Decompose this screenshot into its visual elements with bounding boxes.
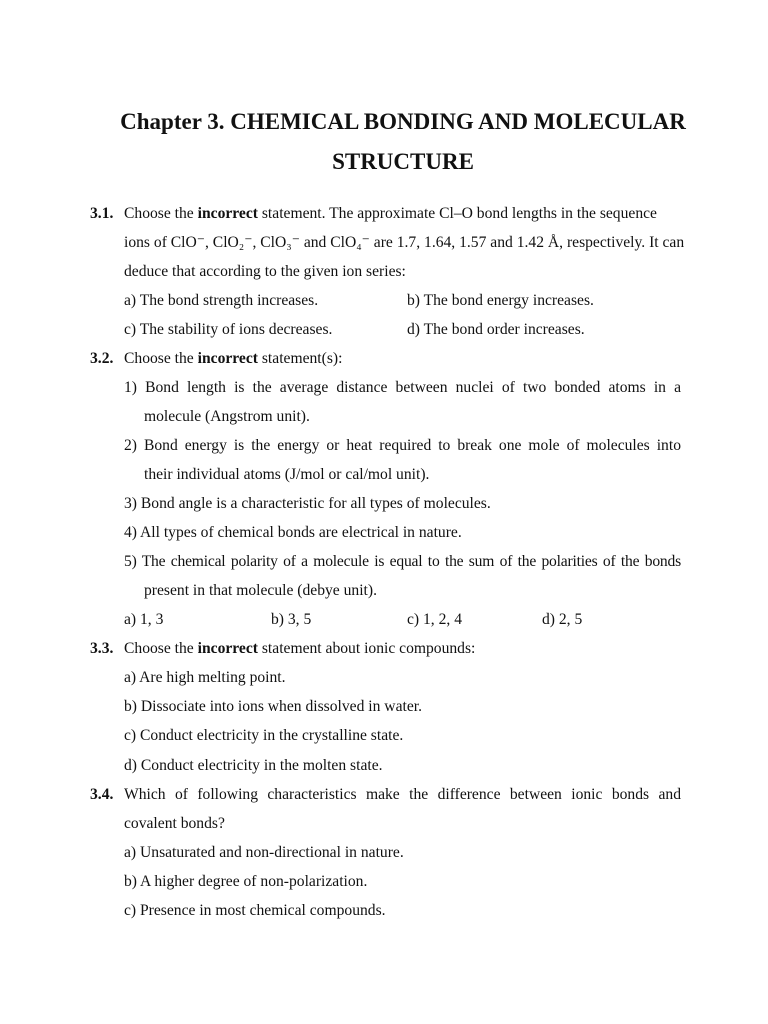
statement-5-cont: present in that molecule (debye unit).: [144, 582, 377, 599]
option-c: c) The stability of ions decreases.: [124, 321, 333, 338]
statement-1: 1) Bond length is the average distance between nuclei of two bonded atoms in a: [124, 379, 681, 396]
question-text: deduce that according to the given ion series:: [124, 263, 406, 280]
question-text: covalent bonds?: [124, 815, 225, 832]
option-b: b) A higher degree of non-polarization.: [124, 873, 368, 890]
question-number: 3.4.: [90, 786, 114, 803]
option-b: b) The bond energy increases.: [407, 292, 594, 309]
option-c: c) Presence in most chemical compounds.: [124, 902, 386, 919]
emphasis-text: incorrect: [197, 350, 258, 367]
question-number: 3.2.: [90, 350, 114, 367]
option-b: b) 3, 5: [271, 611, 312, 628]
option-d: d) 2, 5: [542, 611, 583, 628]
option-d: d) Conduct electricity in the molten state.: [124, 757, 383, 774]
option-d: d) The bond order increases.: [407, 321, 585, 338]
chapter-title-line2: STRUCTURE: [332, 149, 474, 174]
question-text: Which of following characteristics make the difference between ionic bonds and: [124, 786, 681, 803]
option-a: a) Unsaturated and non-directional in nature.: [124, 844, 404, 861]
question-text: Choose the incorrect statement. The approximate Cl–O bond lengths in the sequence: [124, 205, 657, 222]
emphasis-text: incorrect: [197, 205, 258, 222]
question-number: 3.1.: [90, 205, 114, 222]
chapter-title-line1: Chapter 3. CHEMICAL BONDING AND MOLECULAR: [120, 109, 686, 134]
question-text: Choose the incorrect statement about ionic compounds:: [124, 640, 476, 657]
question-text: ions of ClO⁻, ClO₂⁻, ClO₃⁻ and ClO₄⁻ are 1.7, 1.64, 1.57 and 1.42 Å, respectively. It can: [124, 234, 685, 251]
statement-3: 3) Bond angle is a characteristic for all types of molecules.: [124, 495, 491, 512]
option-b: b) Dissociate into ions when dissolved in water.: [124, 698, 422, 715]
statement-2-cont: their individual atoms (J/mol or cal/mol unit).: [144, 466, 430, 483]
option-c: c) Conduct electricity in the crystalline state.: [124, 727, 404, 744]
statement-5: 5) The chemical polarity of a molecule is equal to the sum of the polarities of the bonds: [124, 553, 681, 570]
emphasis-text: incorrect: [197, 640, 258, 657]
statement-4: 4) All types of chemical bonds are electrical in nature.: [124, 524, 462, 541]
option-a: a) The bond strength increases.: [124, 292, 319, 309]
statement-1-cont: molecule (Angstrom unit).: [144, 408, 310, 425]
statement-2: 2) Bond energy is the energy or heat required to break one mole of molecules into: [124, 437, 681, 454]
option-a: a) 1, 3: [124, 611, 164, 628]
option-c: c) 1, 2, 4: [407, 611, 462, 628]
question-number: 3.3.: [90, 640, 114, 657]
option-a: a) Are high melting point.: [124, 669, 286, 686]
question-text: Choose the incorrect statement(s):: [124, 350, 343, 367]
